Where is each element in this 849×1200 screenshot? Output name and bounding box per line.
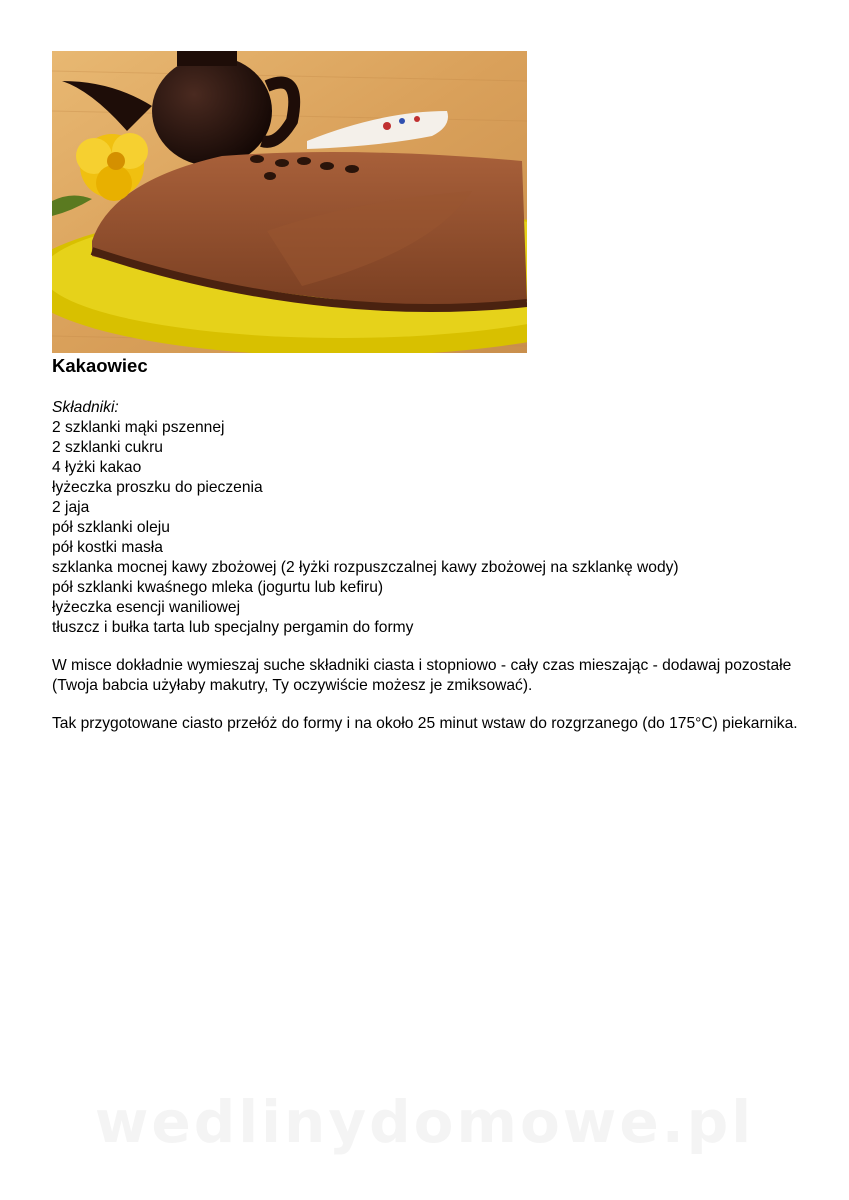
ingredient-item: 4 łyżki kakao xyxy=(52,459,142,476)
ingredient-item: szklanka mocnej kawy zbożowej (2 łyżki rozpuszczalnej kawy zbożowej na szklankę wody) xyxy=(52,559,679,576)
ingredient-item: łyżeczka esencji waniliowej xyxy=(52,599,241,616)
cake-photo xyxy=(52,51,527,353)
ingredients-list xyxy=(52,418,812,638)
instruction-step: W misce dokładnie wymieszaj suche składniki ciasta i stopniowo - cały czas mieszając - dodawaj pozostałe (Twoja babcia użyłaby makutry, Ty oczywiście możesz je zmiksować). xyxy=(52,657,792,694)
ingredient-item: pół szklanki oleju xyxy=(52,519,170,536)
ingredients-label: Składniki: xyxy=(52,399,119,416)
watermark: wedlinydomowe.pl xyxy=(94,1088,755,1156)
ingredient-item: 2 jaja xyxy=(52,499,90,516)
ingredient-item: łyżeczka proszku do pieczenia xyxy=(52,479,263,496)
ingredient-item: pół szklanki kwaśnego mleka (jogurtu lub kefiru) xyxy=(52,579,384,596)
recipe-title: Kakaowiec xyxy=(52,355,148,376)
ingredient-item: 2 szklanki mąki pszennej xyxy=(52,419,225,436)
instruction-step: Tak przygotowane ciasto przełóż do formy i na około 25 minut wstaw do rozgrzanego (do 175°C) piekarnika. xyxy=(52,715,798,732)
ingredient-item: tłuszcz i bułka tarta lub specjalny pergamin do formy xyxy=(52,619,414,636)
recipe-body xyxy=(52,398,812,734)
ingredient-item: 2 szklanki cukru xyxy=(52,439,163,456)
ingredient-item: pół kostki masła xyxy=(52,539,163,556)
